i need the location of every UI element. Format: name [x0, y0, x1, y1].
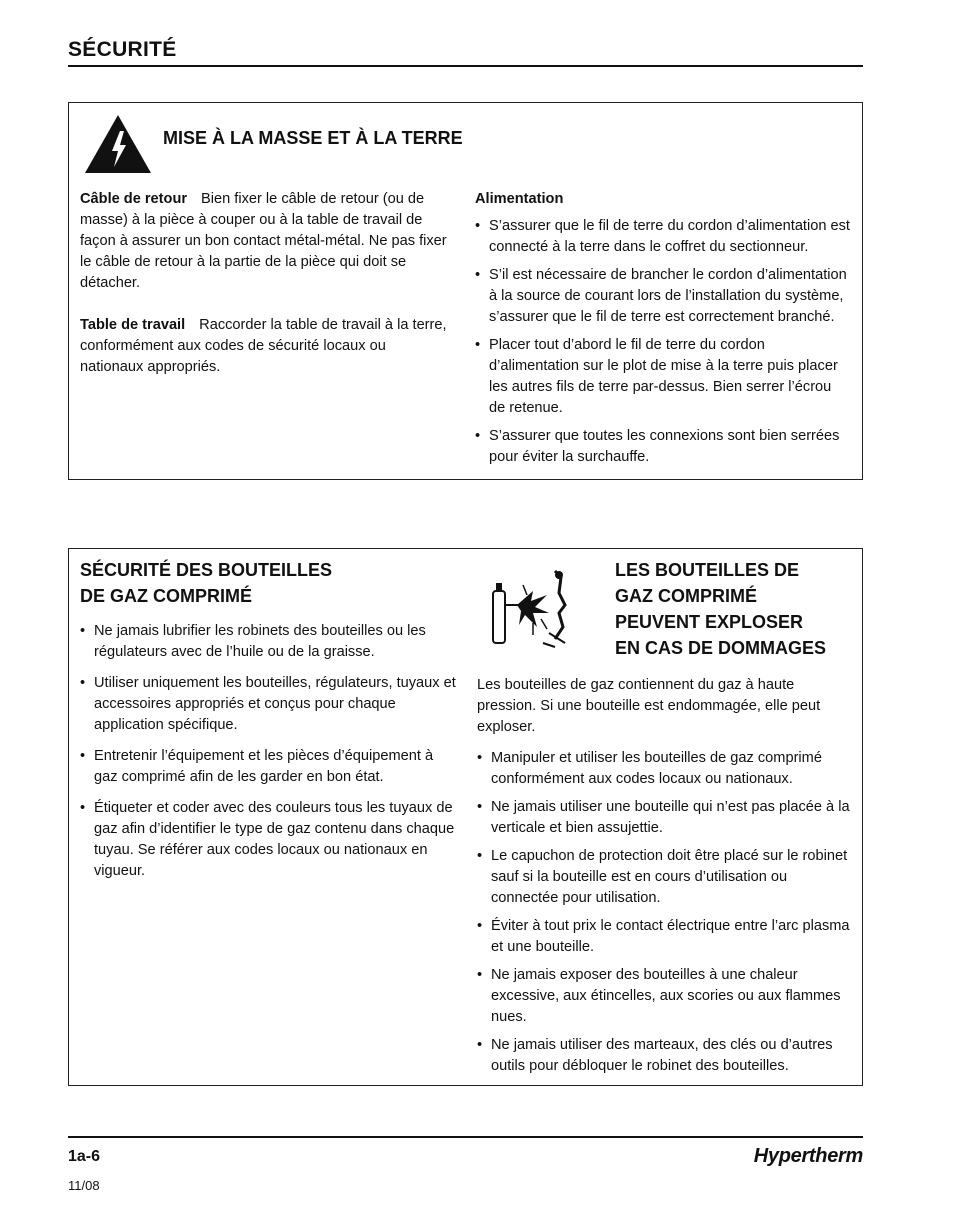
cylinder-list	[477, 748, 857, 1077]
cylinder-title-line: LES BOUTEILLES DE	[615, 560, 800, 580]
return-cable-text: Bien fixer le câble de retour (ou de masse) à la pièce à couper ou à la table de travail de façon à assurer un bon contact métal-métal. Ne pas fixer le câble de retour à la partie de la pièce qui doit se détacher.	[80, 191, 447, 291]
grounding-title: MISE À LA MASSE ET À LA TERRE	[163, 128, 463, 148]
gas-cylinder-section	[68, 548, 863, 1086]
list-item: • Utiliser uniquement les bouteilles, régulateurs, tuyaux et accessoires appropriés et conçus pour chaque application spécifique.	[80, 673, 458, 736]
revision-date: 11/08	[68, 1178, 100, 1193]
return-cable-lead: Câble de retour	[80, 191, 188, 207]
list-item: • Le capuchon de protection doit être placé sur le robinet sauf si la bouteille est en cours d’utilisation ou connectée pour utilisation.	[477, 846, 857, 909]
gas-safety-title-line: DE GAZ COMPRIMÉ	[80, 586, 253, 606]
list-item: • Entretenir l’équipement et les pièces d’équipement à gaz comprimé afin de les garder en bon état.	[80, 746, 458, 788]
page-header-title: SÉCURITÉ	[68, 38, 177, 61]
work-table-lead: Table de travail	[80, 317, 186, 333]
work-table-paragraph	[80, 315, 452, 378]
list-item: • Ne jamais utiliser des marteaux, des clés ou d’autres outils pour débloquer le robinet des bouteilles.	[477, 1035, 857, 1077]
return-cable-paragraph	[80, 189, 452, 294]
list-item: • Ne jamais lubrifier les robinets des bouteilles ou les régulateurs avec de l’huile ou de la graisse.	[80, 621, 458, 663]
page-number: 1a-6	[68, 1148, 101, 1165]
header-rule	[68, 65, 863, 67]
list-item: • Manipuler et utiliser les bouteilles de gaz comprimé conformément aux codes locaux ou nationaux.	[477, 748, 857, 790]
electric-shock-warning-icon	[83, 113, 153, 175]
list-item: • Ne jamais utiliser une bouteille qui n’est pas placée à la verticale et bien assujettie.	[477, 797, 857, 839]
list-item: • Étiqueter et coder avec des couleurs tous les tuyaux de gaz afin d’identifier le type de gaz contenu dans chaque tuyau. Se référer aux codes locaux ou nationaux en vigueur.	[80, 798, 458, 882]
grounding-left-column	[80, 189, 452, 399]
list-item: • S’il est nécessaire de brancher le cordon d’alimentation à la source de courant lors de l’installation du système, s’assurer que le fil de terre est correctement branché.	[475, 265, 850, 328]
list-item: • S’assurer que le fil de terre du cordon d’alimentation est connecté à la terre dans le coffret du sectionneur.	[475, 216, 850, 258]
cylinder-explode-header	[477, 557, 857, 675]
work-table-text: Raccorder la table de travail à la terre, conformément aux codes de sécurité locaux ou nationaux appropriés.	[80, 317, 447, 375]
gas-safety-title	[80, 557, 458, 609]
grounding-right-column	[475, 189, 850, 475]
grounding-section	[68, 102, 863, 480]
list-item: • S’assurer que toutes les connexions sont bien serrées pour éviter la surchauffe.	[475, 426, 850, 468]
cylinder-title-line: GAZ COMPRIMÉ	[615, 586, 757, 606]
gas-safety-column	[80, 557, 458, 892]
gas-safety-list	[80, 621, 458, 882]
cylinder-explode-column	[477, 557, 857, 1084]
gas-safety-title-line: SÉCURITÉ DES BOUTEILLES	[80, 560, 333, 580]
cylinder-title-line: EN CAS DE DOMMAGES	[615, 638, 827, 658]
list-item: • Ne jamais exposer des bouteilles à une chaleur excessive, aux étincelles, aux scories ou aux flammes nues.	[477, 965, 857, 1028]
power-list	[475, 216, 850, 468]
brand-logo: Hypertherm	[753, 1145, 863, 1167]
cylinder-explode-title	[615, 557, 855, 661]
list-item: • Éviter à tout prix le contact électrique entre l’arc plasma et une bouteille.	[477, 916, 857, 958]
footer-rule	[68, 1136, 863, 1138]
cylinder-intro: Les bouteilles de gaz contiennent du gaz à haute pression. Si une bouteille est endommagée, elle peut exploser.	[477, 677, 821, 735]
list-item: • Placer tout d’abord le fil de terre du cordon d’alimentation sur le plot de mise à la terre puis placer les autres fils de terre par-dessus. Bien serrer l’écrou de retenue.	[475, 335, 850, 419]
power-heading: Alimentation	[475, 191, 564, 207]
cylinder-title-line: PEUVENT EXPLOSER	[615, 612, 804, 632]
exploding-cylinder-icon	[489, 565, 575, 651]
